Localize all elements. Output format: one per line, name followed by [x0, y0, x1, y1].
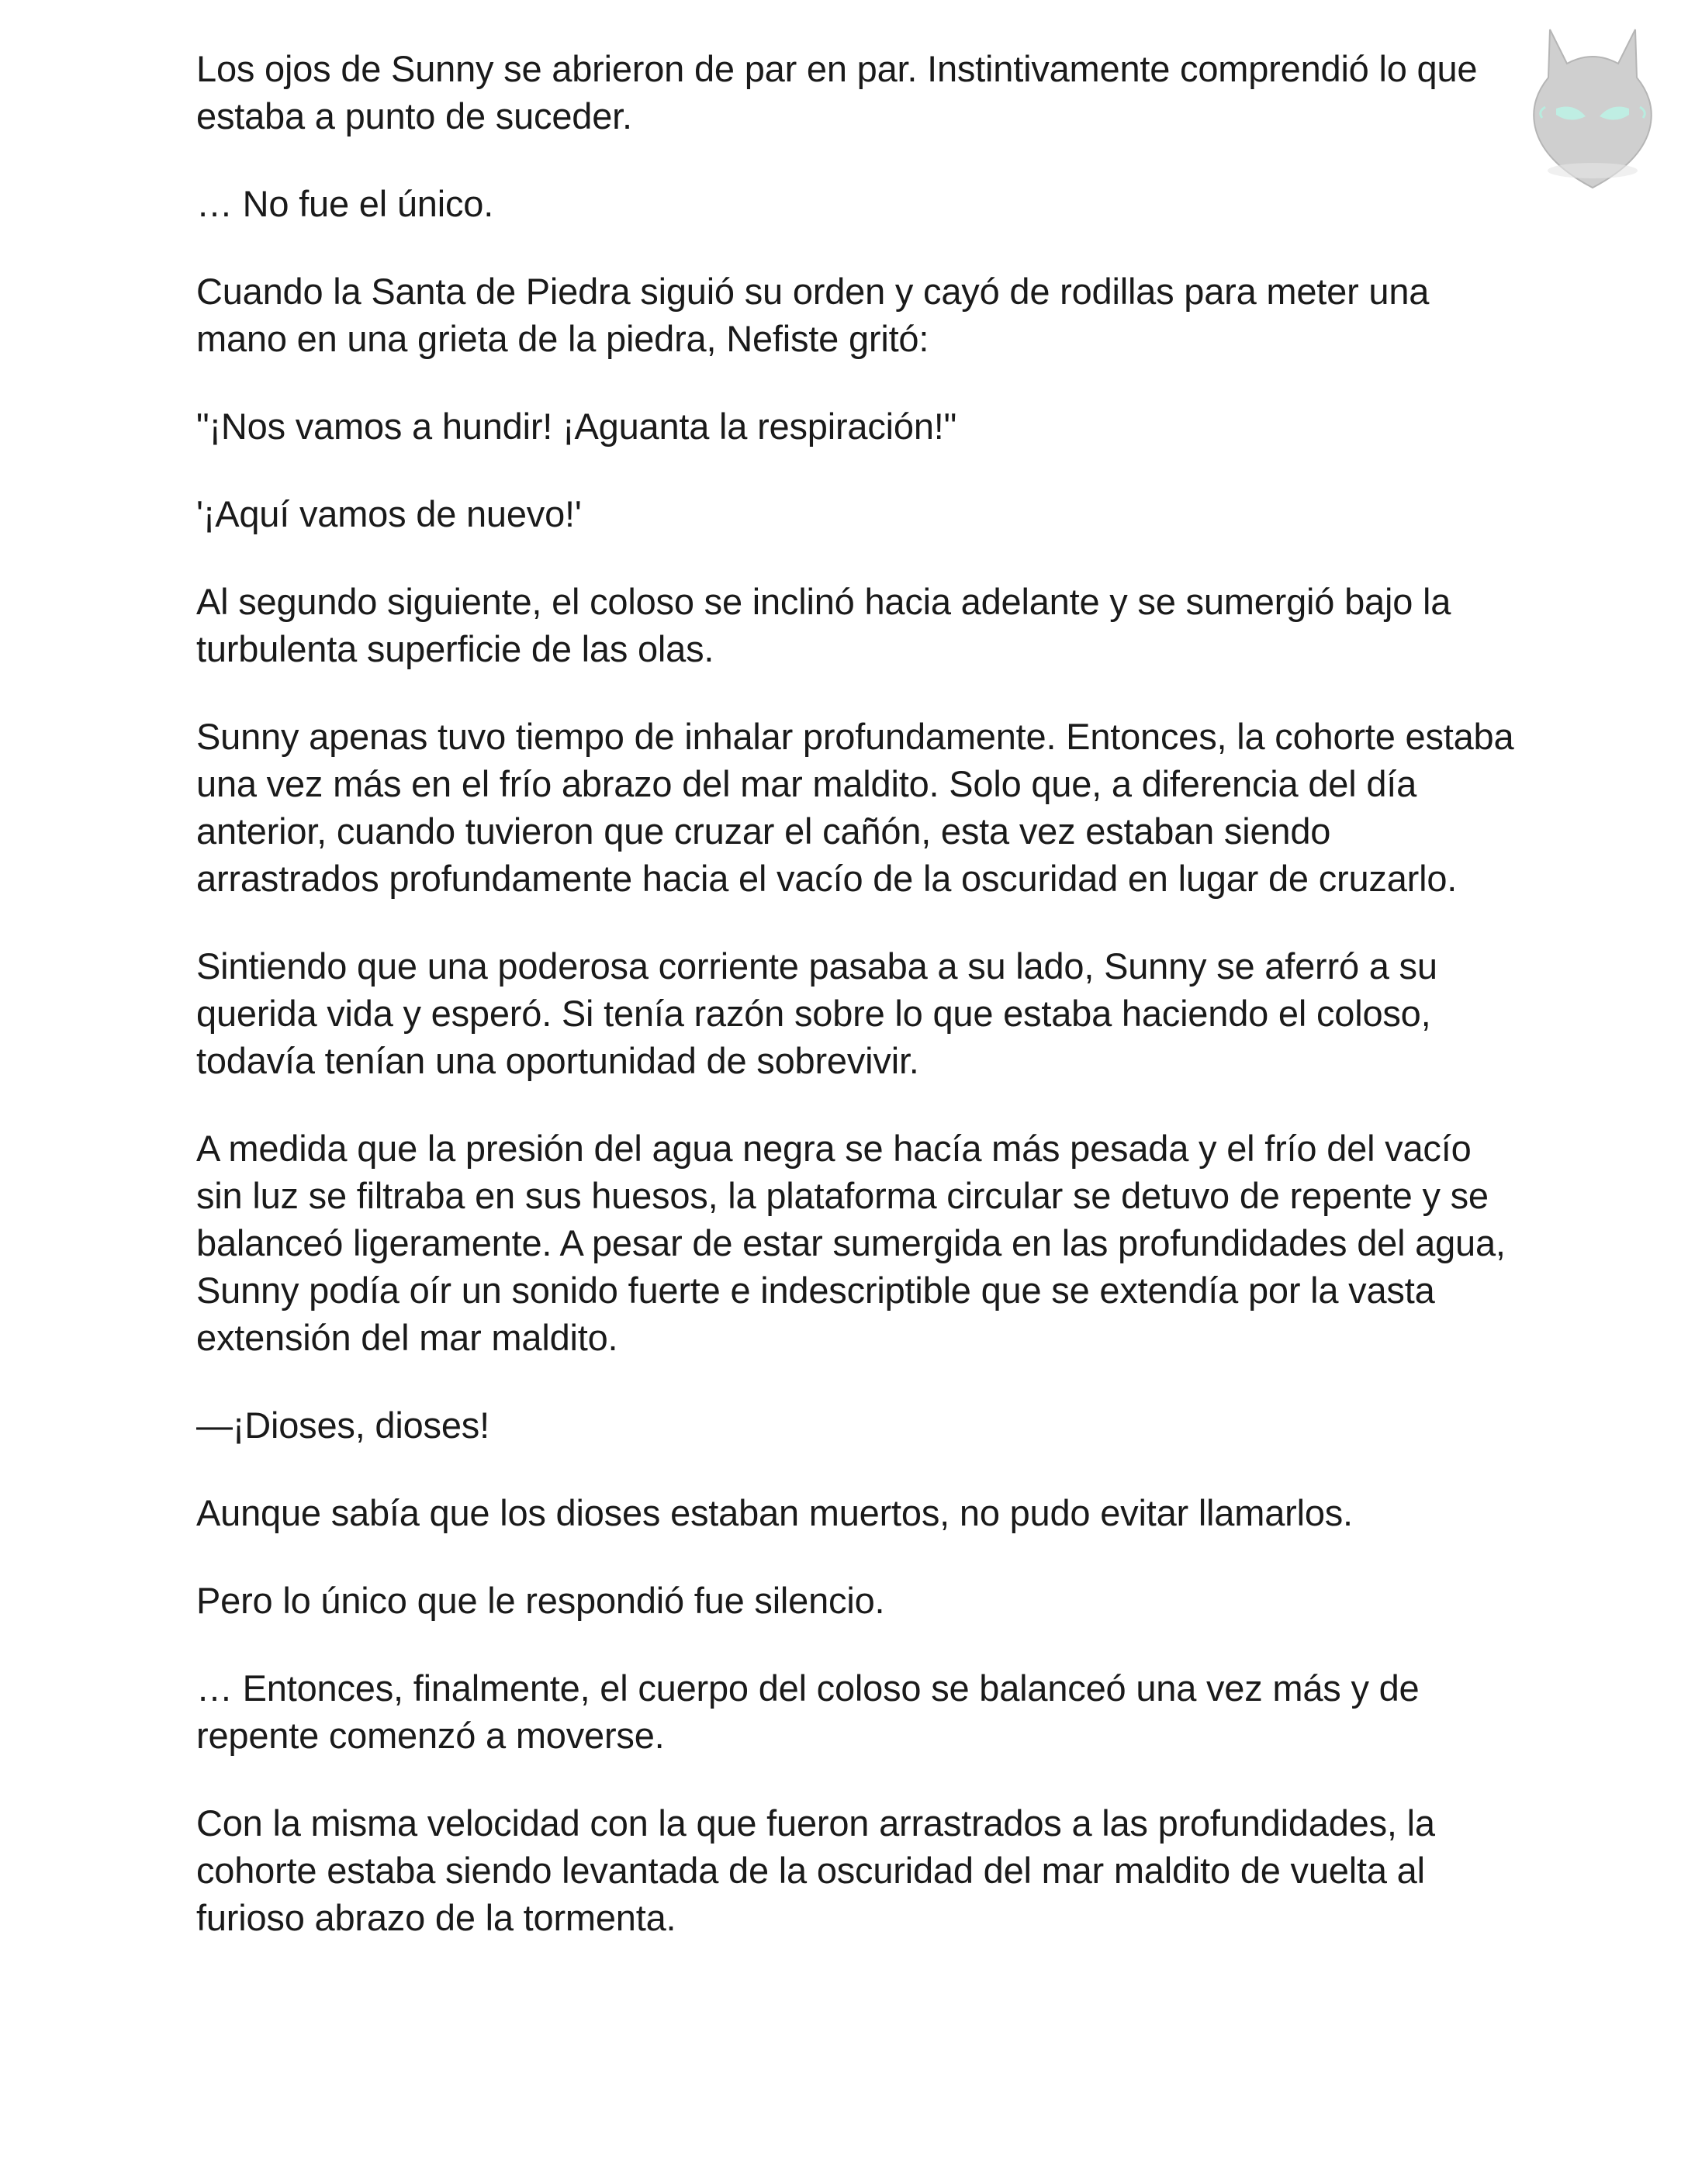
paragraph-3: Cuando la Santa de Piedra siguió su orden y cayó de rodillas para meter una mano en una grieta de la piedra, Nefiste gritó:: [196, 271, 1430, 359]
paragraph-14: Con la misma velocidad con la que fueron arrastrados a las profundidades, la cohorte estaba siendo levantada de la oscuridad del mar maldito de vuelta al furioso abrazo de la tormenta.: [196, 1802, 1435, 1938]
paragraph-8: Sintiendo que una poderosa corriente pasaba a su lado, Sunny se aferró a su querida vida y esperó. Si tenía razón sobre lo que estaba haciendo el coloso, todavía tenían una oportunidad de sobrevivir.: [196, 945, 1437, 1081]
demon-mask-svg: [1519, 16, 1666, 194]
paragraph-1: Los ojos de Sunny se abrieron de par en par. Instintivamente comprendió lo que estaba a punto de suceder.: [196, 48, 1478, 136]
paragraph-7: Sunny apenas tuvo tiempo de inhalar profundamente. Entonces, la cohorte estaba una vez más en el frío abrazo del mar maldito. Solo que, a diferencia del día anterior, cuando tuvieron que cruzar el cañón, esta vez estaban siendo arrastrados profundamente hacia el vacío de la oscuridad en lugar de cruzarlo.: [196, 716, 1514, 899]
demon-mask-icon: [1519, 16, 1666, 194]
paragraph-11: Aunque sabía que los dioses estaban muertos, no pudo evitar llamarlos.: [196, 1492, 1353, 1533]
paragraph-9: A medida que la presión del agua negra se hacía más pesada y el frío del vacío sin luz se filtraba en sus huesos, la plataforma circular se detuvo de repente y se balanceó ligeramente. A pesar de estar sumergida en las profundidades del agua, Sunny podía oír un sonido fuerte e indescriptible que se extendía por la vasta extensión del mar maldito.: [196, 1128, 1506, 1358]
paragraph-2: … No fue el único.: [196, 183, 494, 224]
paragraph-6: Al segundo siguiente, el coloso se inclinó hacia adelante y se sumergió bajo la turbulenta superficie de las olas.: [196, 581, 1451, 669]
mask-shadow: [1548, 163, 1638, 178]
paragraph-4: "¡Nos vamos a hundir! ¡Aguanta la respiración!": [196, 406, 957, 447]
document-body: [196, 45, 1515, 1982]
paragraph-13: … Entonces, finalmente, el cuerpo del coloso se balanceó una vez más y de repente comenzó a moverse.: [196, 1667, 1420, 1756]
paragraph-10: —¡Dioses, dioses!: [196, 1405, 489, 1446]
paragraph-5: '¡Aquí vamos de nuevo!': [196, 493, 582, 534]
paragraph-12: Pero lo único que le respondió fue silencio.: [196, 1580, 885, 1621]
